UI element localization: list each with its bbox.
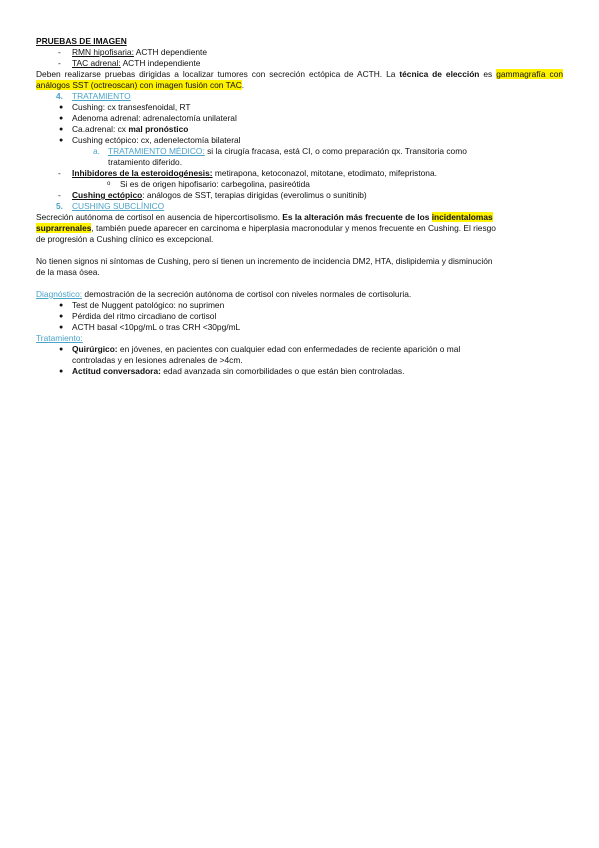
bullet-icon: ● bbox=[59, 126, 64, 133]
imaging-text: ACTH independiente bbox=[120, 58, 201, 68]
surgery-text: en jóvenes, en pacientes con cualquier edad con enfermedades de reciente aparición o mal bbox=[117, 344, 461, 354]
bullet-icon: ● bbox=[59, 368, 64, 375]
intro-text: . bbox=[241, 80, 245, 90]
bullet-icon: ● bbox=[59, 346, 64, 353]
intro-text: es bbox=[479, 69, 497, 79]
paragraph-highlight: suprarrenales bbox=[36, 223, 92, 233]
treatment-link[interactable]: TRATAMIENTO bbox=[72, 91, 131, 101]
bullet-text: Cushing ectópico: cx, adenelectomía bilateral bbox=[72, 135, 241, 145]
list-item bbox=[36, 135, 563, 146]
list-item bbox=[36, 190, 563, 201]
document-content bbox=[36, 36, 563, 377]
bullet-text: Pérdida del ritmo circadiano de cortisol bbox=[72, 311, 217, 321]
bullet-text: Test de Nuggent patológico: no suprimen bbox=[72, 300, 225, 310]
diagnosis-line bbox=[36, 289, 563, 300]
bullet-icon: ● bbox=[59, 137, 64, 144]
bullet-icon: ● bbox=[59, 115, 64, 122]
ectopic-label: Cushing ectópico bbox=[72, 190, 143, 200]
paragraph-text: de la masa ósea. bbox=[36, 267, 100, 277]
imaging-term: TAC adrenal: bbox=[72, 58, 121, 68]
intro-text: Deben realizarse pruebas dirigidas a localizar tumores con secreción ectópica de ACTH. La bbox=[36, 69, 400, 79]
paragraph-text: No tienen signos ni síntomas de Cushing, pero sí tienen un incremento de incidencia DM2, HTA, dislipidemia y disminución bbox=[36, 256, 493, 266]
bullet-icon: ● bbox=[59, 324, 64, 331]
imaging-text: ACTH dependiente bbox=[133, 47, 208, 57]
list-item bbox=[36, 113, 563, 124]
paragraph-bold: Es la alteración más frecuente de los bbox=[282, 212, 432, 222]
diagnosis-link[interactable]: Diagnóstico: bbox=[36, 289, 83, 299]
no-signs-paragraph bbox=[36, 256, 563, 278]
intro-highlight: gammagrafía con análogos SST (octreoscan) con imagen fusión con TAC bbox=[36, 69, 564, 90]
diagnosis-text: demostración de la secreción autónoma de cortisol con niveles normales de cortisoluria. bbox=[82, 289, 412, 299]
surgery-label: Quirúrgico: bbox=[72, 344, 118, 354]
medical-text-cont: tratamiento diferido. bbox=[108, 157, 183, 167]
medical-treatment-link[interactable]: TRATAMIENTO MÉDICO: bbox=[108, 146, 205, 156]
bullet-icon: ● bbox=[59, 104, 64, 111]
list-item bbox=[36, 300, 563, 311]
intro-paragraph bbox=[36, 69, 563, 91]
paragraph-text: , también puede aparecer en carcinoma e hiperplasia macronodular y menos frecuente en Cushing. El riesgo bbox=[91, 223, 496, 233]
intro-bold: técnica de elección bbox=[399, 69, 480, 79]
list-item bbox=[36, 366, 563, 377]
bullet-bold: mal pronóstico bbox=[128, 124, 189, 134]
surgery-text-cont: controladas y en lesiones adrenales de >4cm. bbox=[72, 355, 243, 365]
list-item bbox=[36, 311, 563, 322]
paragraph-text: Secreción autónoma de cortisol en ausencia de hipercortisolismo. bbox=[36, 212, 283, 222]
medical-text: si la cirugía fracasa, está CI, o como preparación qx. Transitoria como bbox=[204, 146, 467, 156]
bullet-text: ACTH basal <10pg/mL o tras CRH <30pg/mL bbox=[72, 322, 241, 332]
ectopic-text: : análogos de SST, terapias dirigidas (everolimus o sunitinib) bbox=[142, 190, 367, 200]
subclinical-link[interactable]: CUSHING SUBCLÍNICO bbox=[72, 201, 165, 211]
list-item bbox=[36, 58, 563, 69]
dash-marker: - bbox=[58, 47, 61, 57]
conservative-label: Actitud conversadora: bbox=[72, 366, 161, 376]
section-title: PRUEBAS DE IMAGEN bbox=[36, 36, 127, 46]
list-item bbox=[36, 102, 563, 113]
item-letter: a. bbox=[93, 146, 100, 156]
medical-treatment-item bbox=[36, 146, 563, 168]
inhibitors-label: Inhibidores de la esteroidogénesis: bbox=[72, 168, 213, 178]
section-heading-subclinical bbox=[36, 201, 563, 212]
conservative-text: edad avanzada sin comorbilidades o que están bien controladas. bbox=[160, 366, 405, 376]
bullet-text: Adenoma adrenal: adrenalectomía unilateral bbox=[72, 113, 237, 123]
circle-bullet-icon: o bbox=[107, 181, 111, 187]
list-item bbox=[36, 322, 563, 333]
bullet-text: Ca.adrenal: cx bbox=[72, 124, 129, 134]
section-heading-treatment bbox=[36, 91, 563, 102]
list-item bbox=[36, 168, 563, 179]
dash-marker: - bbox=[58, 58, 61, 68]
list-item bbox=[36, 344, 563, 366]
list-item bbox=[36, 47, 563, 58]
list-item bbox=[36, 179, 563, 190]
dash-marker: - bbox=[58, 168, 61, 178]
bullet-text: Cushing: cx transesfenoidal, RT bbox=[72, 102, 191, 112]
inhibitors-text: metirapona, ketoconazol, mitotane, etodimato, mifepristona. bbox=[212, 168, 437, 178]
treatment2-link[interactable]: Tratamiento: bbox=[36, 333, 83, 343]
bullet-icon: ● bbox=[59, 302, 64, 309]
paragraph-text: de progresión a Cushing clínico es excepcional. bbox=[36, 234, 214, 244]
subclinical-paragraph bbox=[36, 212, 563, 245]
bullet-icon: ● bbox=[59, 313, 64, 320]
list-item bbox=[36, 124, 563, 135]
dash-marker: - bbox=[58, 190, 61, 200]
item-number: 4. bbox=[56, 91, 63, 101]
pituitary-text: Si es de origen hipofisario: carbegolina, pasireótida bbox=[120, 179, 310, 189]
paragraph-highlight: incidentalomas bbox=[431, 212, 493, 222]
imaging-term: RMN hipofisaria: bbox=[72, 47, 134, 57]
item-number: 5. bbox=[56, 201, 63, 211]
